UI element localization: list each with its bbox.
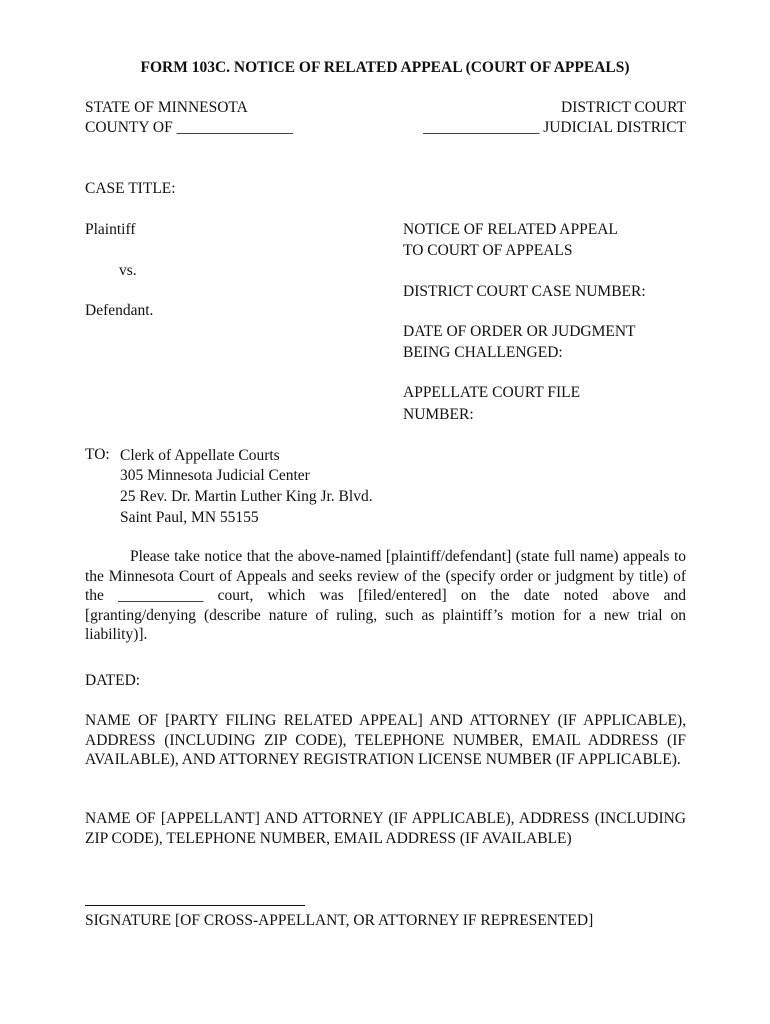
appellate-file-label-line2: NUMBER: (403, 406, 474, 423)
signature-line (85, 905, 305, 906)
signature-label: SIGNATURE [OF CROSS-APPELLANT, OR ATTORNEY IF REPRESENTED] (85, 912, 594, 929)
defendant-label: Defendant. (85, 302, 154, 319)
to-label: TO: (85, 446, 110, 463)
to-address-line1: Clerk of Appellate Courts (120, 447, 280, 464)
date-order-label-line2: BEING CHALLENGED: (403, 344, 563, 361)
to-address-line2: 305 Minnesota Judicial Center (120, 467, 310, 484)
to-address-line3: 25 Rev. Dr. Martin Luther King Jr. Blvd. (120, 488, 373, 505)
judicial-district-label: _______________ JUDICIAL DISTRICT (423, 119, 686, 136)
to-address-line4: Saint Paul, MN 55155 (120, 509, 259, 526)
form-title: FORM 103C. NOTICE OF RELATED APPEAL (COURT OF APPEALS) (140, 59, 630, 76)
county-label: COUNTY OF _______________ (85, 119, 293, 136)
state-label: STATE OF MINNESOTA (85, 99, 248, 116)
district-court-label: DISTRICT COURT (561, 99, 686, 116)
versus-label: vs. (119, 262, 137, 279)
dated-label: DATED: (85, 672, 141, 689)
party-filing-block: NAME OF [PARTY FILING RELATED APPEAL] AND ATTORNEY (IF APPLICABLE), ADDRESS (INCLUDING ZIP CODE), TELEPHONE NUMBER, EMAIL ADDRESS (IF AVAILABLE), AND ATTORNEY REGISTRATION LICENSE NUMBER (IF APPLICABLE). (85, 712, 686, 769)
appellant-block: NAME OF [APPELLANT] AND ATTORNEY (IF APPLICABLE), ADDRESS (INCLUDING ZIP CODE), TELEPHONE NUMBER, EMAIL ADDRESS (IF AVAILABLE) (85, 810, 686, 847)
district-case-number-label: DISTRICT COURT CASE NUMBER: (403, 283, 646, 300)
date-order-label-line1: DATE OF ORDER OR JUDGMENT (403, 323, 636, 340)
notice-body-paragraph: Please take notice that the above-named [plaintiff/defendant] (state full name) appeals to the Minnesota Court of Appeals and seeks review of the (specify order or judgment by title) of the ___________ court, which was [filed/entered] on the date noted above and [granting/denying (describe nature of ruling, such as plaintiff’s motion for a new trial on liability)]. (85, 548, 686, 644)
case-title-label: CASE TITLE: (85, 180, 176, 197)
notice-title-line2: TO COURT OF APPEALS (403, 242, 573, 259)
appellate-file-label-line1: APPELLATE COURT FILE (403, 384, 581, 401)
plaintiff-label: Plaintiff (85, 221, 136, 238)
notice-title-line1: NOTICE OF RELATED APPEAL (403, 221, 618, 238)
